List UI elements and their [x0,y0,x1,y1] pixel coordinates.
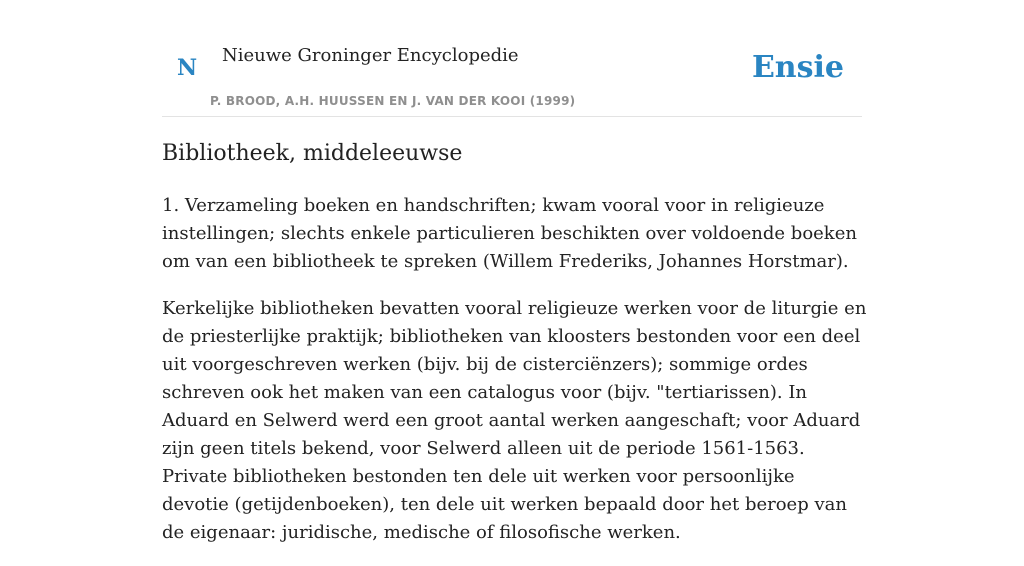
article [162,138,867,566]
book-title-link[interactable]: Nieuwe Groninger Encyclopedie [222,45,519,66]
article-paragraph: Kerkelijke bibliotheken bevatten vooral religieuze werken voor de liturgie en de priesterlijke praktijk; bibliotheken van kloosters bestonden voor een deel uit voorgeschreven werken (bijv. bij de cisterciënzers); sommige ordes schreven ook het maken van een catalogus voor (bijv. "tertiarissen). In Aduard en Selwerd werd een groot aantal werken aangeschaft; voor Aduard zijn geen titels bekend, voor Selwerd alleen uit de periode 1561-1563. Private bibliotheken bestonden ten dele uit werken voor persoonlijke devotie (getijdenboeken), ten dele uit werken bepaald door het beroep van de eigenaar: juridische, medische of filosofische werken. [162,298,867,543]
article-paragraph: 1. Verzameling boeken en handschriften; kwam vooral voor in religieuze instellingen; slechts enkele particulieren beschikten over voldoende boeken om van een bibliotheek te spreken (Willem Frederiks, Johannes Horstmar). [162,195,857,272]
brand-logo[interactable]: Ensie [751,50,844,85]
article-title: Bibliotheek, middeleeuwse [162,141,463,166]
book-letter-icon: N [177,55,198,81]
book-authors: P. BROOD, A.H. HUUSSEN EN J. VAN DER KOOI (1999) [210,94,576,108]
book-header [162,0,862,117]
